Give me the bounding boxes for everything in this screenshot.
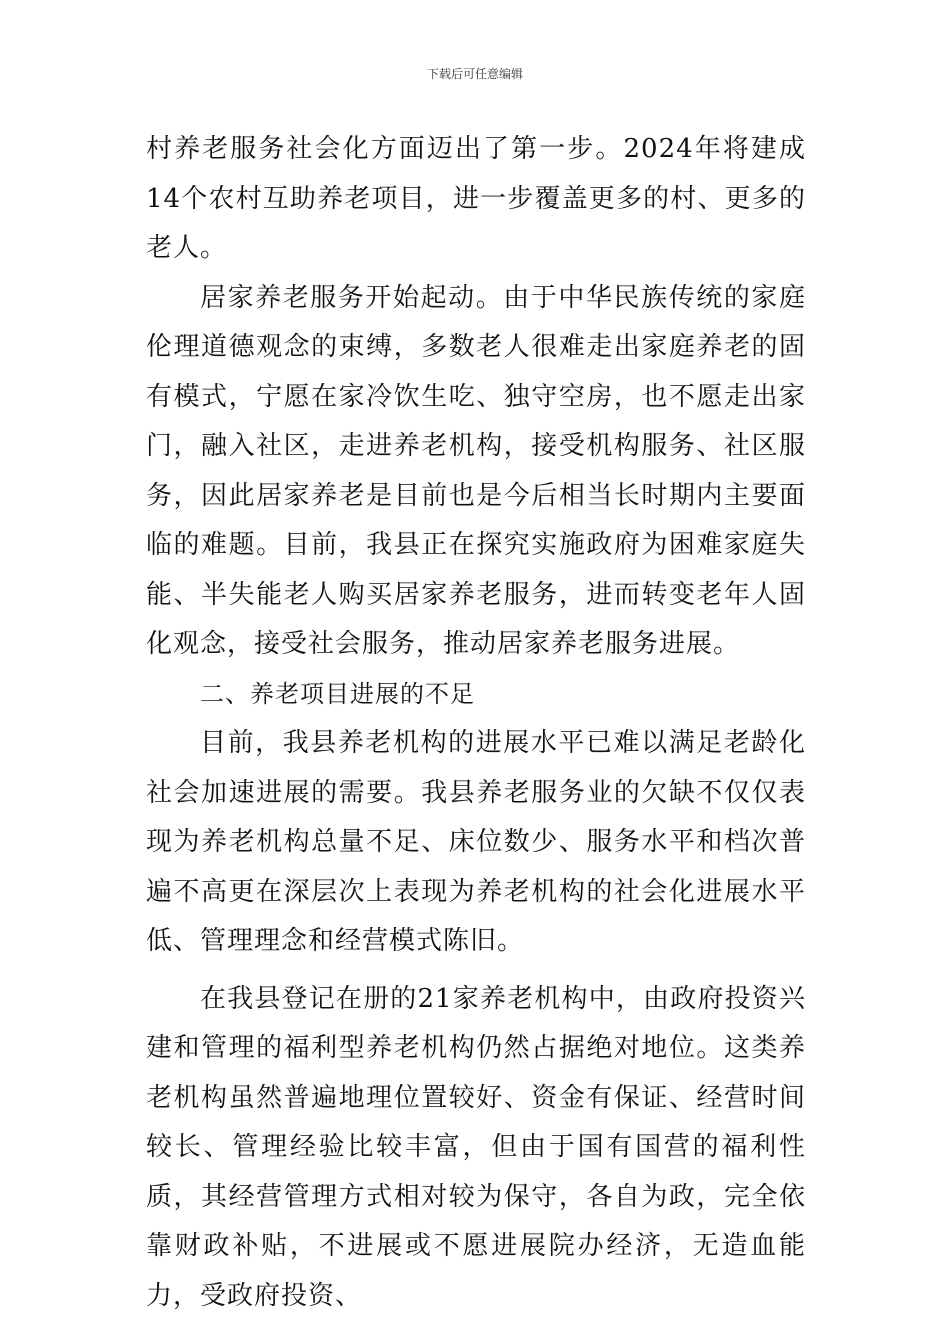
paragraph-registered-institutions: 在我县登记在册的21家养老机构中，由政府投资兴建和管理的福利型养老机构仍然占据绝对地位。这类养老机构虽然普遍地理位置较好、资金有保证、经营时间较长、管理经验比较丰富，但由于国有国营的福利性质，其经营管理方式相对较为保守，各自为政，完全依靠财政补贴，不进展或不愿进展院办经济，无造血能力，受政府投资、 xyxy=(146,983,806,1311)
section-heading: 二、养老项目进展的不足 xyxy=(200,679,475,708)
paragraph-shortcomings: 目前，我县养老机构的进展水平已难以满足老龄化社会加速进展的需要。我县养老服务业的欠缺不仅仅表现为养老机构总量不足、床位数少、服务水平和档次普遍不高更在深层次上表现为养老机构的社会化进展水平低、管理理念和经营模式陈旧。 xyxy=(146,728,806,956)
paragraph-continuation: 村养老服务社会化方面迈出了第一步。2024年将建成14个农村互助养老项目，进一步覆盖更多的村、更多的老人。 xyxy=(146,134,806,263)
paragraph-home-care: 居家养老服务开始起动。由于中华民族传统的家庭伦理道德观念的束缚，多数老人很难走出家庭养老的固有模式，宁愿在家冷饮生吃、独守空房，也不愿走出家门，融入社区，走进养老机构，接受机构服务、社区服务，因此居家养老是目前也是今后相当长时期内主要面临的难题。目前，我县正在探究实施政府为困难家庭失能、半失能老人购买居家养老服务，进而转变老年人固化观念，接受社会服务，推动居家养老服务进展。 xyxy=(146,282,806,659)
document-body xyxy=(146,125,806,1321)
page-header: 下载后可任意编辑 xyxy=(426,67,523,81)
